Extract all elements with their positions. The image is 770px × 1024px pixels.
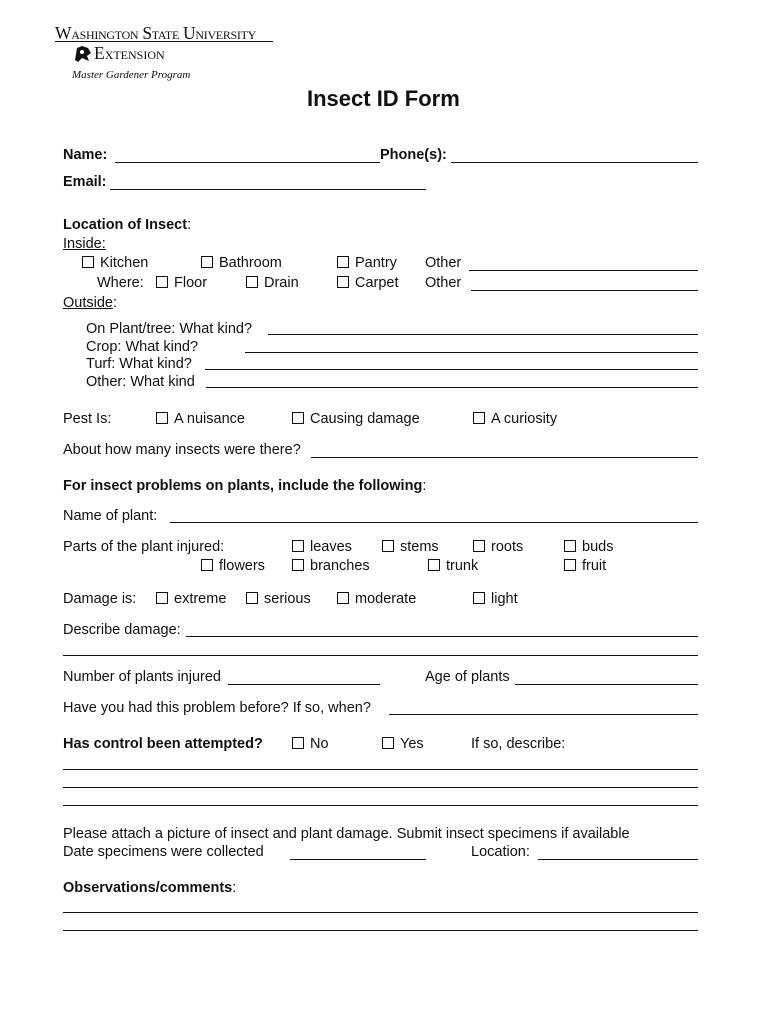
before-question: Have you had this problem before? If so, when? [63,700,371,716]
logo-program: Master Gardener Program [72,69,191,81]
count-question: About how many insects were there? [63,442,301,458]
phone-field[interactable] [451,162,698,163]
inside-label: Inside: [63,236,106,252]
branches-checkbox[interactable] [292,559,304,571]
where-label: Where: [97,275,144,291]
damage-checkbox[interactable] [292,412,304,424]
control-question: Has control been attempted? [63,736,263,752]
before-field[interactable] [389,714,698,715]
plant-name-label: Name of plant: [63,508,158,524]
page-title: Insect ID Form [307,86,460,111]
outside-label: Outside: [63,295,118,311]
age-plants-field[interactable] [515,684,698,685]
age-plants-label: Age of plants [425,669,510,685]
floor-option[interactable]: Floor [156,276,207,291]
other-inside-field-1[interactable] [469,270,698,271]
observations-field-2[interactable] [63,930,698,931]
date-collected-label: Date specimens were collected [63,844,264,860]
plant-tree-label: On Plant/tree: What kind? [86,321,253,337]
pantry-option[interactable]: Pantry [337,256,397,271]
bathroom-checkbox[interactable] [201,256,213,268]
stems-option[interactable]: stems [382,540,439,555]
count-field[interactable] [311,457,698,458]
control-yes-option[interactable]: Yes [382,737,424,752]
extreme-option[interactable]: extreme [156,592,226,607]
extreme-checkbox[interactable] [156,592,168,604]
trunk-option[interactable]: trunk [428,559,478,574]
parts-label: Parts of the plant injured: [63,539,225,555]
logo-mark [73,44,93,68]
describe-damage-field-1[interactable] [186,636,698,637]
damage-option[interactable]: Causing damage [292,412,420,427]
serious-checkbox[interactable] [246,592,258,604]
nuisance-option[interactable]: A nuisance [156,412,245,427]
curiosity-option[interactable]: A curiosity [473,412,557,427]
date-collected-field[interactable] [290,859,426,860]
drain-checkbox[interactable] [246,276,258,288]
trunk-checkbox[interactable] [428,559,440,571]
plants-heading: For insect problems on plants, include the following: [63,478,427,494]
buds-option[interactable]: buds [564,540,613,555]
location-collected-field[interactable] [538,859,698,860]
leaves-option[interactable]: leaves [292,540,352,555]
other-outside-field[interactable] [206,387,698,388]
roots-option[interactable]: roots [473,540,523,555]
cougar-head-icon [73,44,93,64]
drain-option[interactable]: Drain [246,276,299,291]
other-inside-label-2: Other [425,275,462,291]
moderate-checkbox[interactable] [337,592,349,604]
other-inside-label-1: Other [425,255,462,271]
roots-checkbox[interactable] [473,540,485,552]
light-option[interactable]: light [473,592,518,607]
control-yes-checkbox[interactable] [382,737,394,749]
crop-field[interactable] [245,352,698,353]
kitchen-checkbox[interactable] [82,256,94,268]
other-outside-label: Other: What kind [86,374,195,390]
control-describe-label: If so, describe: [471,736,566,752]
fruit-checkbox[interactable] [564,559,576,571]
observations-field-1[interactable] [63,912,698,913]
control-describe-field-2[interactable] [63,787,698,788]
describe-damage-field-2[interactable] [63,655,698,656]
bathroom-option[interactable]: Bathroom [201,256,282,271]
turf-label: Turf: What kind? [86,356,192,372]
control-describe-field-1[interactable] [63,769,698,770]
stems-checkbox[interactable] [382,540,394,552]
location-heading: Location of Insect: [63,217,192,233]
fruit-option[interactable]: fruit [564,559,606,574]
control-no-option[interactable]: No [292,737,329,752]
logo-divider [55,41,273,42]
plant-tree-field[interactable] [268,334,698,335]
location-collected-label: Location: [471,844,530,860]
describe-damage-label: Describe damage: [63,622,181,638]
turf-field[interactable] [205,369,698,370]
buds-checkbox[interactable] [564,540,576,552]
carpet-checkbox[interactable] [337,276,349,288]
logo-university: Washington State University [55,23,257,43]
flowers-option[interactable]: flowers [201,559,265,574]
floor-checkbox[interactable] [156,276,168,288]
name-label: Name: [63,147,108,163]
serious-option[interactable]: serious [246,592,311,607]
phone-label: Phone(s): [380,147,447,163]
damage-label: Damage is: [63,591,137,607]
kitchen-option[interactable]: Kitchen [82,256,148,271]
email-field[interactable] [110,189,426,190]
leaves-checkbox[interactable] [292,540,304,552]
pantry-checkbox[interactable] [337,256,349,268]
light-checkbox[interactable] [473,592,485,604]
attach-note: Please attach a picture of insect and plant damage. Submit insect specimens if available [63,826,630,842]
curiosity-checkbox[interactable] [473,412,485,424]
carpet-option[interactable]: Carpet [337,276,399,291]
control-describe-field-3[interactable] [63,805,698,806]
number-plants-field[interactable] [228,684,380,685]
control-no-checkbox[interactable] [292,737,304,749]
nuisance-checkbox[interactable] [156,412,168,424]
email-label: Email: [63,174,107,190]
observations-label: Observations/comments: [63,880,237,896]
logo-extension: Extension [94,43,165,63]
number-plants-label: Number of plants injured [63,669,221,685]
plant-name-field[interactable] [170,522,698,523]
name-field[interactable] [115,162,380,163]
crop-label: Crop: What kind? [86,339,199,355]
flowers-checkbox[interactable] [201,559,213,571]
pest-label: Pest Is: [63,411,112,427]
branches-option[interactable]: branches [292,559,370,574]
other-inside-field-2[interactable] [471,290,698,291]
moderate-option[interactable]: moderate [337,592,416,607]
